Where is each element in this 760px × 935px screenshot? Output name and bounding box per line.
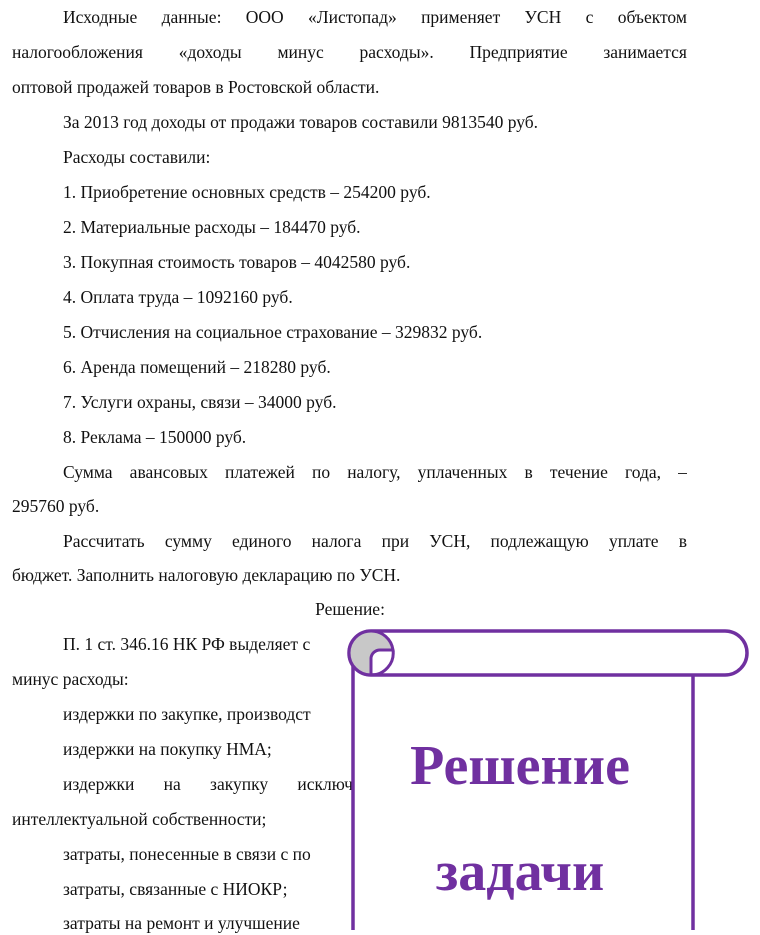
overlay-title-line-2: задачи — [435, 841, 605, 903]
expense-item-7: 7. Услуги охраны, связи – 34000 руб. — [63, 392, 337, 412]
word: исключ — [297, 774, 353, 794]
word: издержки — [63, 774, 135, 794]
word: закупку — [210, 774, 269, 794]
solution-line-9: затраты на ремонт и улучшение — [63, 913, 300, 933]
task-line-1 — [63, 529, 687, 553]
solution-line-4: издержки на покупку НМА; — [63, 739, 272, 759]
overlay-title-line-1: Решение — [410, 735, 630, 797]
expense-item-6: 6. Аренда помещений – 218280 руб. — [63, 357, 331, 377]
solution-line-3: издержки по закупке, производст — [63, 704, 311, 724]
word: авансовых — [129, 462, 208, 482]
intro-line-2 — [12, 40, 687, 64]
expenses-heading: Расходы составили: — [63, 147, 211, 167]
word: года, — [625, 462, 662, 482]
word: налогу, — [347, 462, 401, 482]
intro-line-1 — [63, 5, 687, 29]
word: ООО — [245, 7, 284, 27]
word: налогообложения — [12, 42, 143, 62]
word: Рассчитать — [63, 531, 145, 551]
word: Сумма — [63, 462, 113, 482]
solution-line-2: минус расходы: — [12, 669, 129, 689]
word: УСН — [524, 7, 562, 27]
solution-line-8: затраты, связанные с НИОКР; — [63, 879, 288, 899]
word: с — [585, 7, 594, 27]
word: подлежащую — [490, 531, 589, 551]
word: «Листопад» — [308, 7, 397, 27]
word: минус — [277, 42, 324, 62]
word: Исходные — [63, 7, 138, 27]
word: Предприятие — [469, 42, 568, 62]
expense-item-2: 2. Материальные расходы – 184470 руб. — [63, 217, 361, 237]
word: платежей — [225, 462, 295, 482]
word: УСН, — [429, 531, 471, 551]
word: занимается — [603, 42, 687, 62]
word: «доходы — [178, 42, 242, 62]
solution-line-5 — [63, 772, 353, 796]
expense-item-5: 5. Отчисления на социальное страхование – 329832 руб. — [63, 322, 483, 342]
word: в — [524, 462, 533, 482]
expense-item-4: 4. Оплата труда – 1092160 руб. — [63, 287, 293, 307]
expense-item-3: 3. Покупная стоимость товаров – 4042580 руб. — [63, 252, 411, 272]
intro-line-3: оптовой продажей товаров в Ростовской области. — [12, 77, 380, 97]
word: уплате — [608, 531, 659, 551]
word: уплаченных — [417, 462, 508, 482]
word: применяет — [421, 7, 501, 27]
word: по — [311, 462, 331, 482]
income-text: За 2013 год доходы от продажи товаров составили 9813540 руб. — [63, 112, 539, 132]
word: течение — [549, 462, 608, 482]
task-line-2: бюджет. Заполнить налоговую декларацию по УСН. — [12, 565, 401, 585]
word: в — [678, 531, 687, 551]
word: единого — [232, 531, 292, 551]
word: расходы». — [359, 42, 434, 62]
word: данные: — [161, 7, 222, 27]
word: при — [381, 531, 410, 551]
word: на — [163, 774, 181, 794]
word: налога — [311, 531, 362, 551]
scroll-banner — [345, 628, 755, 930]
advance-line-2: 295760 руб. — [12, 496, 100, 516]
solution-line-7: затраты, понесенные в связи с по — [63, 844, 311, 864]
advance-line-1 — [63, 460, 687, 484]
solution-heading: Решение: — [315, 599, 385, 619]
solution-line-1: П. 1 ст. 346.16 НК РФ выделяет с — [63, 634, 311, 654]
solution-line-6: интеллектуальной собственности; — [12, 809, 267, 829]
word: сумму — [164, 531, 212, 551]
word: – — [678, 462, 687, 482]
expense-item-1: 1. Приобретение основных средств – 254200 руб. — [63, 182, 431, 202]
word: объектом — [617, 7, 687, 27]
expense-item-8: 8. Реклама – 150000 руб. — [63, 427, 247, 447]
